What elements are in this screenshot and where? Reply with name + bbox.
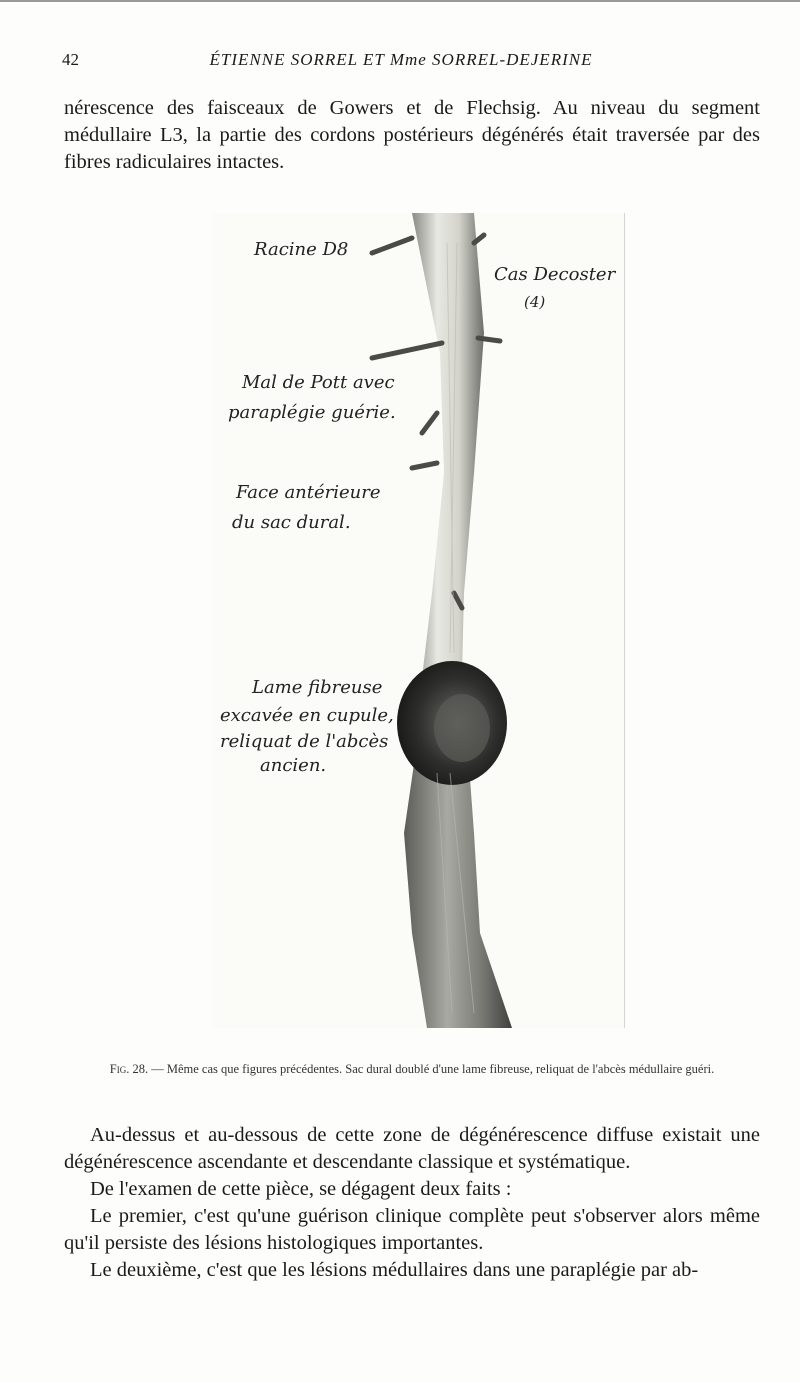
figure-caption-text: — Même cas que figures précédentes. Sac dural doublé d'une lame fibreuse, reliquat de l'abcès médullaire guéri. [151, 1062, 715, 1076]
figure-label: Fig. 28. [109, 1062, 149, 1076]
label-lame-1: Lame fibreuse [252, 677, 383, 698]
label-case: Cas Decoster [494, 264, 616, 285]
paragraph-2: De l'examen de cette pièce, se dégagent deux faits : [90, 1178, 512, 1200]
label-lame-2: excavée en cupule, [220, 705, 394, 726]
label-case-number: (4) [524, 293, 546, 311]
label-diagnosis-1: Mal de Pott avec [242, 372, 395, 393]
page-header [62, 50, 740, 74]
running-title: ÉTIENNE SORREL ET Mme SORREL-DEJERINE [209, 50, 593, 69]
paragraphs-bottom [64, 1122, 760, 1284]
label-face-1: Face antérieure [236, 482, 381, 503]
label-diagnosis-2: paraplégie guérie. [228, 402, 396, 423]
paragraph-1: Au-dessus et au-dessous de cette zone de dégénérescence diffuse existait une dégénérescence ascendante et descendante classique et systématique. [64, 1124, 760, 1173]
figure-photograph [212, 213, 625, 1028]
label-face-2: du sac dural. [232, 512, 351, 533]
spinal-specimen-illustration [212, 213, 624, 1028]
page-number: 42 [62, 50, 79, 69]
paragraph-top: nérescence des faisceaux de Gowers et de Flechsig. Au niveau du segment médullaire L3, la partie des cordons postérieurs dégénérés était traversée par des fibres radiculaires intactes. [64, 97, 760, 173]
label-root: Racine D8 [254, 239, 349, 260]
figure-caption [64, 1062, 760, 1077]
label-lame-4: ancien. [260, 755, 327, 776]
paragraph-3: Le premier, c'est qu'une guérison clinique complète peut s'observer alors même qu'il persiste des lésions histologiques importantes. [64, 1205, 760, 1254]
top-rule [0, 0, 800, 2]
paragraph-4: Le deuxième, c'est que les lésions médullaires dans une paraplégie par ab- [90, 1259, 699, 1281]
label-lame-3: reliquat de l'abcès [220, 731, 389, 752]
